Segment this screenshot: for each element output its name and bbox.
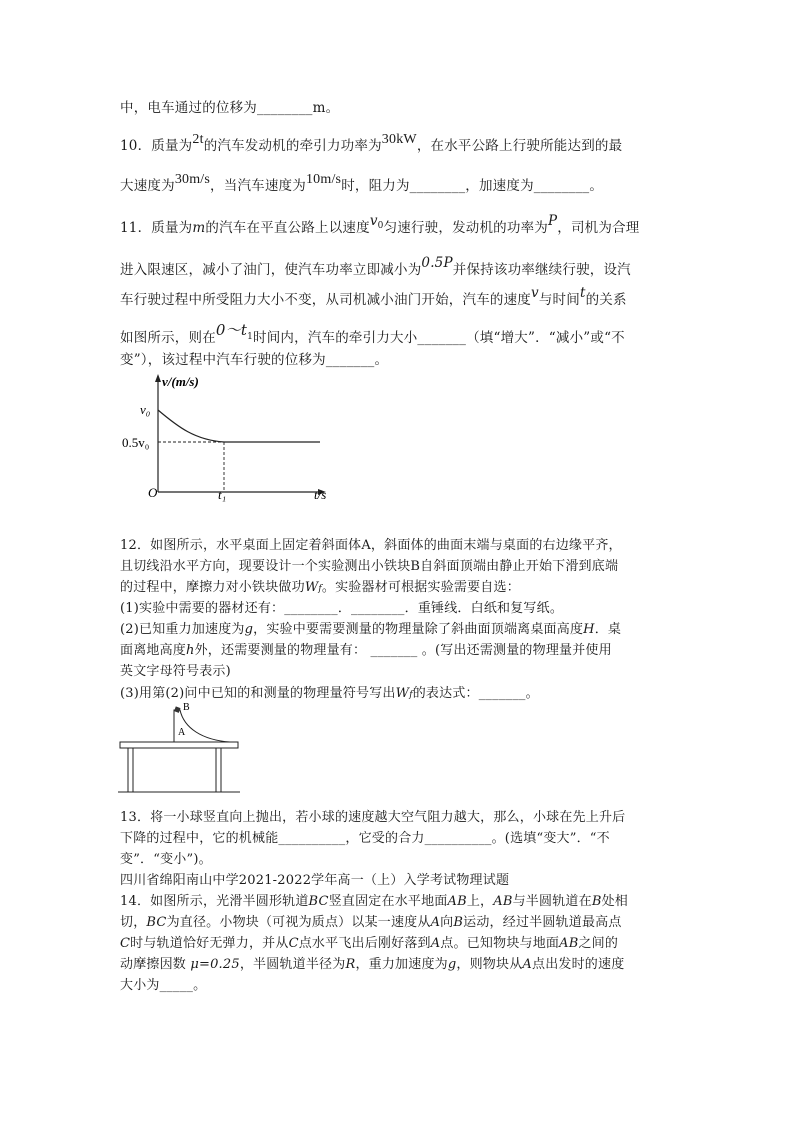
velocity-time-graph [120,372,350,504]
q12-text-8a: (3)用第(2)问中已知的和测量的物理量符号写出 [120,686,396,701]
q11-line-2 [120,255,680,278]
q11-text-1b: 的汽车在平直公路上以速度 [205,220,370,236]
q14-text-3e: 之间的 [578,936,619,951]
q14-text-4e: 点出发时的速度 [532,957,625,972]
q14-ab-3: AB [559,936,579,951]
q10-line-1 [120,134,680,155]
q14-text-2c: 向 [440,915,454,930]
q12-h-symbol: h [186,643,195,658]
q12-text-8b: 的表达式：_______。 [412,686,539,701]
q12-line-4 [120,597,680,616]
q14-ab: AB [447,894,467,909]
q14-b-2: B [453,915,464,930]
q12-text-5b: ，实验中要需要测量的物理量除了斜曲面顶端离桌面高度 [253,622,584,637]
q11-text-2b: 并保持该功率继续行驶，设汽 [452,262,631,278]
label-b: B [183,702,190,713]
q14-line-1 [120,890,680,909]
table-top [120,742,238,748]
q11-text-3a: 车行驶过程中所受阻力大小不变，从司机减小油门开始，汽车的速度 [120,292,531,308]
q14-text-2a: 切， [120,915,147,930]
q14-text-3d: 点。已知物块与地面 [440,936,560,951]
q10-power: 30kW [381,132,417,147]
q14-text-4d: ，则物块从 [456,957,523,972]
q9-tail-text: 中，电车通过的位移为________m。 [120,100,340,116]
q11-text-4a: 如图所示，则在 [120,330,216,346]
q12-text-5a: (2)已知重力加速度为 [120,622,245,637]
graph-y-label: v/(m/s) [162,374,199,389]
q12-text-7: 英文字母符号表示) [120,664,231,679]
q14-line-4 [120,953,680,972]
q14-c-2: C [288,936,299,951]
q14-text-4c: ，重力加速度为 [355,957,448,972]
q14-ab-2: AB [493,894,513,909]
q11-range-subscript: 1 [247,332,254,342]
q11-text-3b: 与时间 [538,292,580,308]
label-a: A [178,727,186,738]
q10-line-2 [120,174,680,195]
q12-H-symbol: H [583,622,595,637]
q12-line-6 [120,639,680,658]
q12-wf-subscript: f [318,584,322,594]
q11-line-4 [120,321,680,347]
source-text: 四川省绵阳南山中学2021-2022学年高一（上）入学考试物理试题 [120,873,510,888]
q12-wf-subscript-2: f [409,690,413,700]
q11-mass-symbol: m [192,220,206,236]
q13-text-3: 变”．“变小”)。 [120,852,212,867]
q11-text-2a: 进入限速区，减小了油门，使汽车功率立即减小为 [120,262,422,278]
q12-text-2: 且切线沿水平方向，现要设计一个实验测出小铁块B自斜面顶端由静止开始下滑到底端 [120,559,619,574]
q14-g: g [447,957,457,972]
q11-text-3c: 的关系 [585,292,627,308]
q11-v0-subscript: 0 [377,221,384,231]
q11-text-1d: ，司机为合理 [557,220,640,236]
q12-text-6a: 面离地高度 [120,643,187,658]
q11-line-3 [120,285,680,308]
q12-line-1 [120,534,680,553]
table-leg-left [128,748,133,792]
q13-text-1: 13．将一小球竖直向上抛出，若小球的速度越大空气阻力越大，那么，小球在先上升后 [120,810,626,825]
q14-text-4a: 动摩擦因数 [120,957,191,972]
q14-line-2 [120,911,680,930]
q12-text-4: (1)实验中需要的器材还有：________．________．重锤线．白纸和复写纸。 [120,601,564,616]
q14-bc-2: BC [146,915,167,930]
table-leg-right [216,748,221,792]
q10-mass: 2t [192,132,204,147]
graph-t1-label: t₁ [218,487,227,502]
q14-a-2: A [430,936,441,951]
q11-text-5: 变”），该过程中汽车行驶的位移为_______。 [120,352,389,368]
q10-v: 10m/s [305,172,342,187]
graph-origin-label: O [148,485,158,500]
q11-text-1c: 匀速行驶，发动机的功率为 [383,220,548,236]
q12-line-5 [120,618,680,637]
q12-line-3 [120,576,680,595]
q10-vmax: 30m/s [174,172,211,187]
q10-text-a: 10．质量为 [120,138,193,154]
q11-range: 0～t [215,321,248,339]
q14-text-1b: 竖直固定在水平地面 [328,894,448,909]
q12-wf-symbol: W [304,580,319,595]
q14-text-2d: 运动，经过半圆轨道最高点 [463,915,622,930]
q14-line-3 [120,932,680,951]
q12-text-6b: 外，还需要测量的物理量有： _______ 。(写出还需测量的物理量并使用 [194,643,612,658]
q9-tail-line [120,96,680,116]
q12-text-3b: 。实验器材可根据实验需要自选： [321,580,520,595]
q13-line-3 [120,848,680,867]
q12-line-7 [120,660,680,679]
graph-half-label: 0.5v₀ [122,435,150,450]
q14-text-1e: 处相 [601,894,628,909]
q11-line-5 [120,348,680,368]
q12-wf-symbol-2: W [395,686,410,701]
q11-text-1a: 11．质量为 [120,220,193,236]
q14-a: A [430,915,441,930]
q13-text-2: 下降的过程中，它的机械能__________，它受的合力__________。(选填“变大”．“不 [120,831,610,846]
q14-text-3b: 时与轨道恰好无弹力，并从 [130,936,289,951]
q11-time-symbol: t [579,285,586,301]
q14-line-5 [120,974,680,993]
q14-c: C [120,936,131,951]
q11-text-4b: 时间内，汽车的牵引力大小_______（填“增大”．“减小”或“不 [253,330,625,346]
graph-x-label: t/s [314,487,327,502]
q11-velocity-symbol: v [531,285,539,301]
q14-r: R [345,957,356,972]
q14-text-1a: 14．如图所示，光滑半圆形轨道 [120,894,309,909]
graph-y-arrow [155,374,161,382]
q14-a-3: A [522,957,532,972]
q10-text-d: 大速度为 [120,178,175,194]
incline-table-figure [118,702,248,794]
source-line [120,869,680,888]
q12-line-8 [120,682,680,701]
q11-v0-symbol: v [369,213,378,229]
graph-decay-curve [158,410,224,442]
q11-half-power: 0.5P [421,255,453,271]
q11-power-symbol: P [547,213,558,229]
q11-line-1 [120,213,680,236]
q12-text-3a: 的过程中，摩擦力对小铁块做功 [120,580,305,595]
q14-mu: μ=0.25 [190,957,240,972]
q13-line-1 [120,806,680,825]
q14-bc: BC [308,894,329,909]
q12-g-symbol: g [244,622,254,637]
q10-text-e: ，当汽车速度为 [210,178,306,194]
q14-text-1c: 上， [466,894,494,909]
q10-text-b: 的汽车发动机的牵引力功率为 [203,138,382,154]
q14-text-2b: 为直径。小物块（可视为质点）以某一速度从 [166,915,431,930]
q14-text-5: 大小为_____。 [120,978,207,993]
q12-text-1: 12．如图所示，水平桌面上固定着斜面体A，斜面体的曲面末端与桌面的右边缘平齐， [120,538,622,553]
q12-text-5c: ．桌 [594,622,622,637]
q10-text-f: 时，阻力为________，加速度为________。 [341,178,604,194]
q14-text-1d: 与半圆轨道在 [512,894,592,909]
q14-b: B [591,894,602,909]
q14-text-4b: ，半圆轨道半径为 [239,957,346,972]
q14-text-3c: 点水平飞出后刚好落到 [298,936,431,951]
graph-v0-label: v₀ [140,402,151,417]
q13-line-2 [120,827,680,846]
q10-text-c: ，在水平公路上行驶所能达到的最 [416,138,623,154]
q12-line-2 [120,555,680,574]
